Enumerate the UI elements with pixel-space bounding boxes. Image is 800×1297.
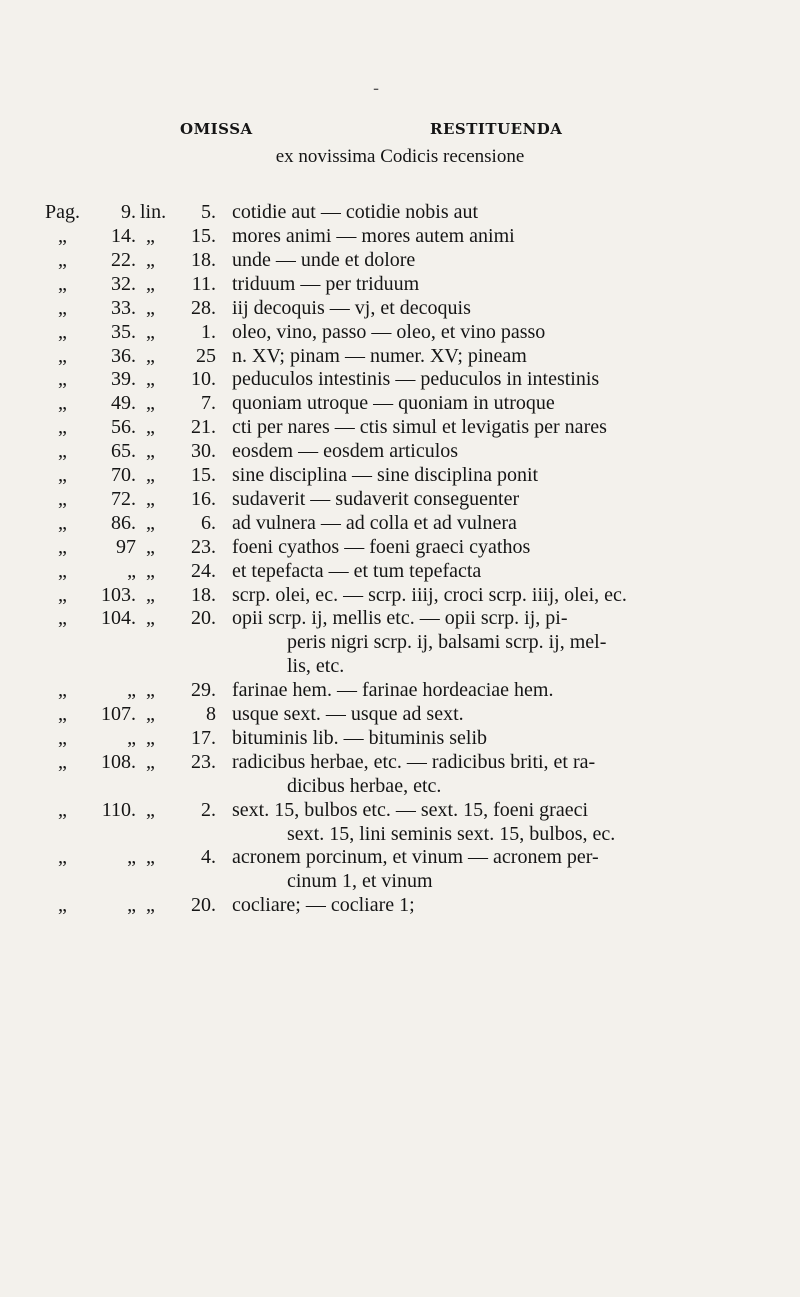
ditto-mark: „ <box>146 464 155 486</box>
continuation-text: peris nigri scrp. ij, balsami scrp. ij, mel- <box>287 631 607 653</box>
correction-text: sine disciplina — sine disciplina ponit <box>232 464 539 486</box>
correction-text: eosdem — eosdem articulos <box>232 440 459 462</box>
heading-restituenda: RESTITUENDA <box>430 120 563 138</box>
page-number: 39. <box>111 368 136 390</box>
ditto-mark: „ <box>146 679 155 701</box>
correction-text: oleo, vino, passo — oleo, et vino passo <box>232 321 546 343</box>
line-number: 15. <box>191 225 216 247</box>
errata-row <box>0 678 800 702</box>
ditto-mark: „ <box>146 751 155 773</box>
page-number: 107. <box>101 703 136 725</box>
line-number: 20. <box>191 894 216 916</box>
errata-row <box>0 845 800 869</box>
ditto-mark: „ <box>146 297 155 319</box>
correction-text: cti per nares — ctis simul et levigatis per nares <box>232 416 607 438</box>
ditto-mark: „ <box>58 584 67 606</box>
line-number: 7. <box>201 392 216 414</box>
page-number: 32. <box>111 273 136 295</box>
correction-text: quoniam utroque — quoniam in utroque <box>232 392 555 414</box>
correction-text: opii scrp. ij, mellis etc. — opii scrp. ij, pi- <box>232 607 568 629</box>
correction-text: radicibus herbae, etc. — radicibus briti, et ra- <box>232 751 596 773</box>
ditto-mark: „ <box>58 703 67 725</box>
errata-row <box>0 296 800 320</box>
errata-row <box>0 511 800 535</box>
correction-text: iij decoquis — vj, et decoquis <box>232 297 471 319</box>
ditto-mark: „ <box>146 273 155 295</box>
line-number: 23. <box>191 536 216 558</box>
correction-text: bituminis lib. — bituminis selib <box>232 727 488 749</box>
ditto-mark: „ <box>58 560 67 582</box>
line-number: 20. <box>191 607 216 629</box>
correction-text: foeni cyathos — foeni graeci cyathos <box>232 536 531 558</box>
errata-row-continuation <box>0 774 800 798</box>
errata-row <box>0 391 800 415</box>
errata-row <box>0 726 800 750</box>
ditto-mark: „ <box>58 368 67 390</box>
page-number: 72. <box>111 488 136 510</box>
ditto-mark: „ <box>58 464 67 486</box>
line-number: 2. <box>201 799 216 821</box>
ditto-mark: „ <box>58 727 67 749</box>
correction-text: et tepefacta — et tum tepefacta <box>232 560 482 582</box>
correction-text: sudaverit — sudaverit conseguenter <box>232 488 520 510</box>
errata-row <box>0 893 800 917</box>
errata-row <box>0 798 800 822</box>
ditto-mark: „ <box>58 679 67 701</box>
continuation-text: lis, etc. <box>287 655 345 677</box>
ditto-mark: „ <box>58 512 67 534</box>
page-number: 9. <box>121 201 136 223</box>
errata-row <box>0 559 800 583</box>
correction-text: sext. 15, bulbos etc. — sext. 15, foeni graeci <box>232 799 589 821</box>
page-number: „ <box>127 894 136 916</box>
subheading: ex novissima Codicis recensione <box>275 146 525 167</box>
ditto-mark: „ <box>146 321 155 343</box>
ditto-mark: „ <box>58 392 67 414</box>
errata-row <box>0 702 800 726</box>
line-number: 21. <box>191 416 216 438</box>
line-number: 18. <box>191 249 216 271</box>
ditto-mark: „ <box>146 249 155 271</box>
page-number: 36. <box>111 345 136 367</box>
page-number: 97 <box>116 536 136 558</box>
errata-row <box>0 606 800 630</box>
page-number: „ <box>127 846 136 868</box>
errata-row-continuation <box>0 869 800 893</box>
errata-row-first <box>0 200 800 224</box>
page-number: 70. <box>111 464 136 486</box>
lin-label: lin. <box>140 201 167 223</box>
errata-row <box>0 248 800 272</box>
line-number: 25 <box>196 345 216 367</box>
page-number: 35. <box>111 321 136 343</box>
page-number: 108. <box>101 751 136 773</box>
line-number: 6. <box>201 512 216 534</box>
page-number: 103. <box>101 584 136 606</box>
line-number: 18. <box>191 584 216 606</box>
ditto-mark: „ <box>58 297 67 319</box>
ditto-mark: „ <box>58 416 67 438</box>
ditto-mark: „ <box>58 488 67 510</box>
correction-text: n. XV; pinam — numer. XV; pineam <box>232 345 527 367</box>
ditto-mark: „ <box>58 321 67 343</box>
ditto-mark: „ <box>58 894 67 916</box>
errata-row <box>0 463 800 487</box>
line-number: 29. <box>191 679 216 701</box>
ditto-mark: „ <box>58 440 67 462</box>
errata-row <box>0 272 800 296</box>
line-number: 23. <box>191 751 216 773</box>
correction-text: unde — unde et dolore <box>232 249 416 271</box>
ditto-mark: „ <box>146 560 155 582</box>
errata-row-continuation <box>0 822 800 846</box>
page-number: 65. <box>111 440 136 462</box>
line-number: 5. <box>201 201 216 223</box>
correction-text: triduum — per triduum <box>232 273 420 295</box>
line-number: 15. <box>191 464 216 486</box>
errata-row <box>0 487 800 511</box>
errata-row <box>0 535 800 559</box>
ditto-mark: „ <box>146 225 155 247</box>
ditto-mark: „ <box>146 368 155 390</box>
line-number: 16. <box>191 488 216 510</box>
ditto-mark: „ <box>58 225 67 247</box>
ditto-mark: „ <box>146 440 155 462</box>
line-number: 10. <box>191 368 216 390</box>
line-number: 17. <box>191 727 216 749</box>
ditto-mark: „ <box>146 488 155 510</box>
ditto-mark: „ <box>146 727 155 749</box>
correction-text: mores animi — mores autem animi <box>232 225 515 247</box>
errata-row-continuation <box>0 654 800 678</box>
page-number: 14. <box>111 225 136 247</box>
errata-row <box>0 750 800 774</box>
heading-omissa: OMISSA <box>180 120 253 138</box>
ditto-mark: „ <box>146 345 155 367</box>
page-number: 49. <box>111 392 136 414</box>
errata-row-continuation <box>0 630 800 654</box>
ditto-mark: „ <box>146 512 155 534</box>
ditto-mark: „ <box>146 894 155 916</box>
errata-row <box>0 224 800 248</box>
line-number: 24. <box>191 560 216 582</box>
page-number: 56. <box>111 416 136 438</box>
continuation-text: cinum 1, et vinum <box>287 870 433 892</box>
errata-row <box>0 344 800 368</box>
ditto-mark: „ <box>58 751 67 773</box>
line-number: 8 <box>206 703 216 725</box>
continuation-text: sext. 15, lini seminis sext. 15, bulbos, ec. <box>287 823 616 845</box>
page-number: 104. <box>101 607 136 629</box>
correction-text: scrp. olei, ec. — scrp. iiij, croci scrp. iiij, olei, ec. <box>232 584 627 606</box>
ditto-mark: „ <box>146 846 155 868</box>
ditto-mark: „ <box>58 536 67 558</box>
ditto-mark: „ <box>58 799 67 821</box>
correction-text: farinae hem. — farinae hordeaciae hem. <box>232 679 554 701</box>
correction-text: cotidie aut — cotidie nobis aut <box>232 201 479 223</box>
page-number: 22. <box>111 249 136 271</box>
ditto-mark: „ <box>58 846 67 868</box>
line-number: 11. <box>191 273 216 295</box>
ditto-mark: „ <box>58 273 67 295</box>
ditto-mark: „ <box>146 703 155 725</box>
ditto-mark: „ <box>146 392 155 414</box>
correction-text: acronem porcinum, et vinum — acronem per- <box>232 846 599 868</box>
errata-row <box>0 583 800 607</box>
ditto-mark: „ <box>58 345 67 367</box>
correction-text: peduculos intestinis — peduculos in intestinis <box>232 368 600 390</box>
page-number: „ <box>127 560 136 582</box>
correction-text: usque sext. — usque ad sext. <box>232 703 464 725</box>
page-number: „ <box>127 679 136 701</box>
page-number: 33. <box>111 297 136 319</box>
line-number: 28. <box>191 297 216 319</box>
page-number: „ <box>127 727 136 749</box>
pag-label: Pag. <box>45 201 80 223</box>
page-number: 86. <box>111 512 136 534</box>
errata-row <box>0 439 800 463</box>
ditto-mark: „ <box>146 536 155 558</box>
line-number: 30. <box>191 440 216 462</box>
page-number: 110. <box>101 799 136 821</box>
correction-text: cocliare; — cocliare 1; <box>232 894 415 916</box>
correction-text: ad vulnera — ad colla et ad vulnera <box>232 512 517 534</box>
ditto-mark: „ <box>58 607 67 629</box>
continuation-text: dicibus herbae, etc. <box>287 775 442 797</box>
line-number: 1. <box>201 321 216 343</box>
errata-row <box>0 415 800 439</box>
ditto-mark: „ <box>146 584 155 606</box>
errata-row <box>0 367 800 391</box>
ditto-mark: „ <box>146 416 155 438</box>
ditto-mark: „ <box>58 249 67 271</box>
errata-row <box>0 320 800 344</box>
ditto-mark: „ <box>146 799 155 821</box>
line-number: 4. <box>201 846 216 868</box>
ditto-mark: „ <box>146 607 155 629</box>
page-mark: - <box>373 78 380 99</box>
